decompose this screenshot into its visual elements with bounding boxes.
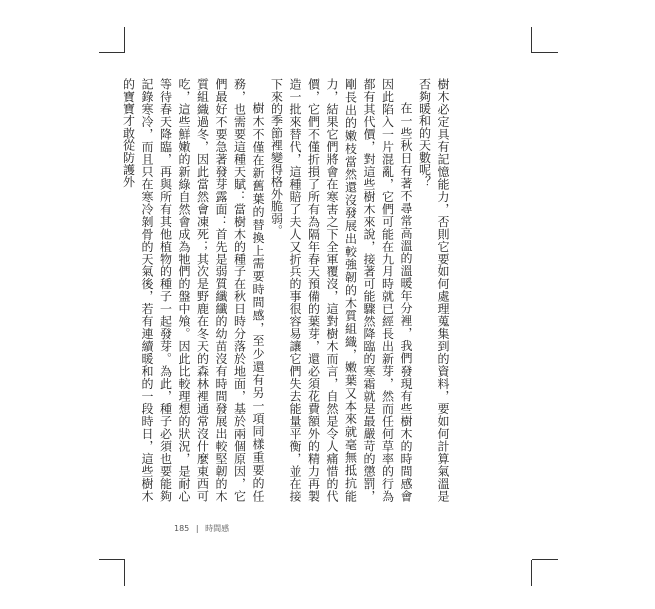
body-text [121, 78, 452, 502]
footer-separator: | [195, 524, 199, 533]
crop-mark-top-left-vertical [124, 27, 125, 53]
crop-mark-top-right-horizontal [532, 52, 558, 53]
page-number: 185 [174, 524, 190, 533]
paragraph: 在一些秋日有著不尋常高溫的溫暖年分裡，我們發現有些樹木的時間感會因此陷入一片混亂，它們可能在九月時就已經長出新芽，然而任何草率的行為都有其代價，對這些樹木來說，接著可能驟然降臨的寒霜就是最嚴苛的懲罰，剛長出的嫩枝當然還沒發展出較強韌的木質組織，嫩葉又本來就毫無抵抗能力，結果它們將會在寒害之下全軍覆沒，這對樹木而言，自然是令人痛惜的代價，它們不僅折損了所有為隔年春天預備的葉芽，還必須花費額外的精力再製造一批來替代，這種賠了夫人又折兵的事很容易讓它們失去能量平衡，並在接下來的季節裡變得格外脆弱。 [269, 78, 413, 502]
crop-mark-bottom-left-horizontal [99, 559, 125, 560]
crop-mark-bottom-right-vertical [531, 560, 532, 586]
crop-mark-bottom-right-horizontal [532, 559, 558, 560]
crop-mark-top-right-vertical [531, 27, 532, 53]
page-footer [174, 523, 229, 534]
paragraph: 樹木不僅在新舊葉的替換上需要時間感，至少還有另一項同樣重要的任務，也需要這種天賦：當樹木的種子在秋日時分落於地面，基於兩個原因，它們最好不要急著發芽露面：首先是弱質纖纖的幼苗沒有時間發展出較堅韌的木質組織過冬，因此當然會凍死；其次是野鹿在冬天的森林裡通常沒什麼東西可吃，這些鮮嫩的新綠自然會成為牠們的盤中飧。因此比較理想的狀況，是耐心等待春天降臨，再與所有其他植物的種子一起發芽。為此，種子必須也要能夠記錄寒冷，而且只在寒冷剝骨的天氣後，若有連續暖和的一段時日，這些樹木的寶寶才敢從防護外 [121, 78, 265, 502]
crop-mark-bottom-left-vertical [124, 560, 125, 586]
chapter-title: 時間感 [205, 524, 230, 533]
paragraph: 樹木必定具有記憶能力，否則它要如何處理蒐集到的資料，要如何計算氣溫是否夠暖和的天數呢？ [417, 78, 450, 502]
crop-mark-top-left-horizontal [99, 52, 125, 53]
